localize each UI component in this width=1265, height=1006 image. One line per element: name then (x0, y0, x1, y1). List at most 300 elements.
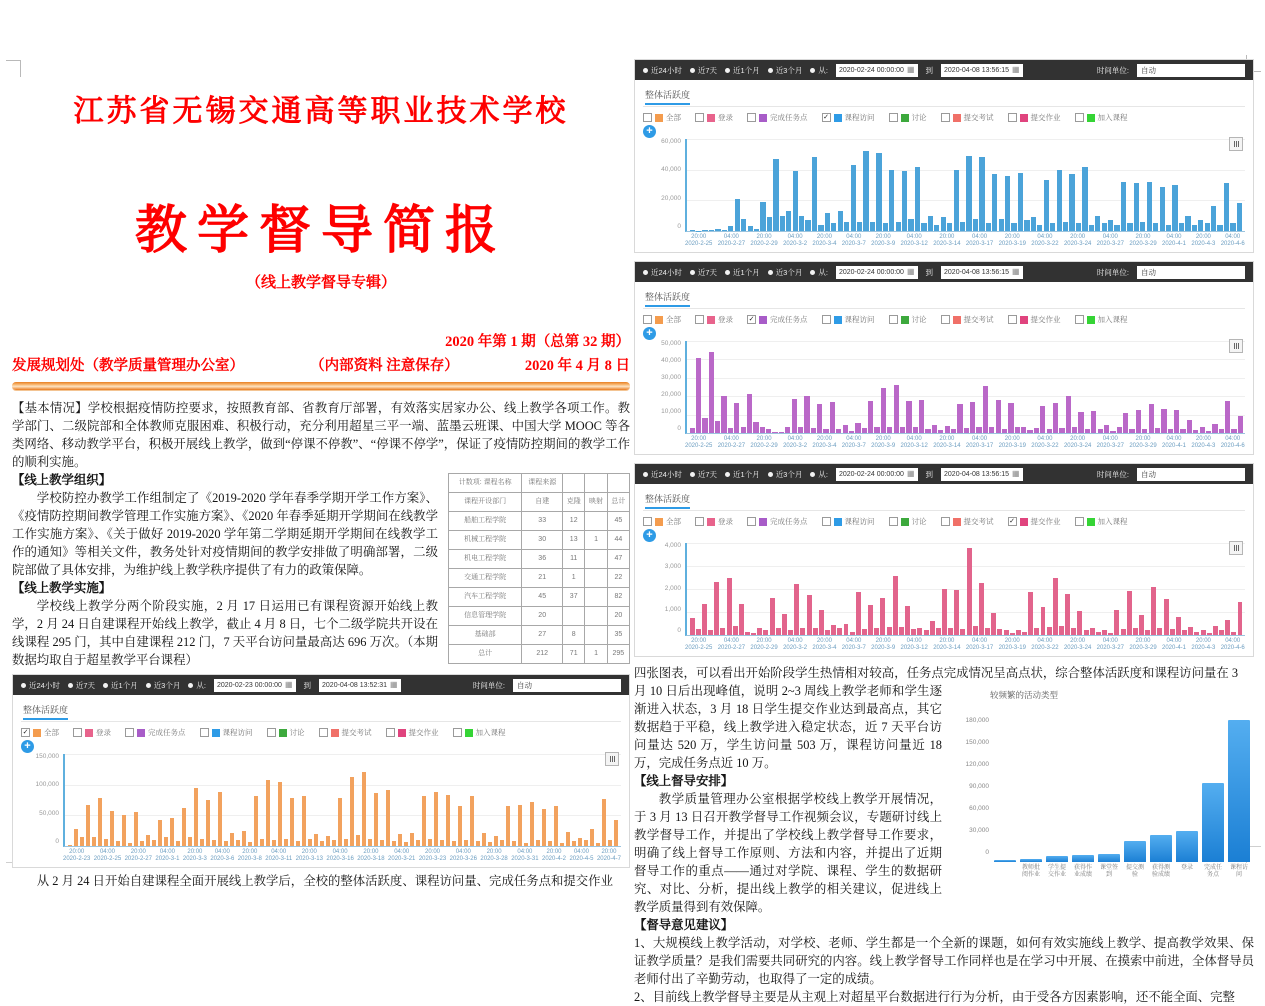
legend-item[interactable] (1008, 314, 1061, 325)
x-tick-time: 20:00 (238, 849, 262, 856)
bar (919, 400, 924, 433)
bar (735, 199, 740, 231)
range-radio-3[interactable] (768, 267, 803, 278)
bar (760, 427, 765, 433)
chart-menu-icon[interactable] (1229, 137, 1243, 151)
checkbox-icon[interactable] (747, 517, 756, 526)
x-tick-date: 2020-4-1 (1162, 443, 1186, 450)
x-tick-date: 2020-4-1 (1162, 645, 1186, 652)
y-tick-label: 120,000 (966, 756, 990, 774)
x-tick-label (63, 849, 90, 863)
checkbox-icon[interactable] (319, 728, 328, 737)
table-cell: 基础部 (449, 626, 522, 645)
bar (1161, 409, 1166, 433)
legend-label: 全部 (44, 727, 59, 738)
bar (905, 606, 910, 635)
bar-series (689, 543, 1243, 635)
bar (326, 836, 331, 846)
checkbox-icon[interactable] (889, 113, 898, 122)
checkbox-icon[interactable] (1075, 315, 1084, 324)
table-cell: 机电工程学院 (449, 550, 522, 569)
legend-item[interactable] (747, 112, 808, 123)
legend-item[interactable] (889, 112, 927, 123)
range-radio-0[interactable] (643, 267, 682, 278)
legend-item[interactable] (21, 727, 59, 738)
range-radio-1[interactable] (690, 267, 717, 278)
bar (960, 222, 965, 231)
tab-overall-activity[interactable]: 整体活跃度 (645, 292, 690, 307)
bar (782, 614, 787, 635)
checkbox-icon[interactable] (889, 315, 898, 324)
bar (1089, 225, 1094, 231)
x-tick-label (750, 436, 777, 450)
custom-range-radio[interactable] (188, 680, 206, 691)
bar (104, 839, 109, 846)
legend-item[interactable] (889, 314, 927, 325)
legend-item[interactable] (1075, 314, 1128, 325)
calendar-icon[interactable]: ▦ (907, 268, 915, 276)
from-date-input[interactable]: 2020-02-23 00:00:00 ▦ (214, 679, 296, 692)
legend-item[interactable] (747, 516, 808, 527)
range-radio-0[interactable] (21, 680, 60, 691)
tab-overall-activity[interactable]: 整体活跃度 (23, 705, 68, 720)
activity-chart-homework (634, 463, 1254, 657)
bar (757, 628, 762, 635)
x-tick-time: 04:00 (1031, 436, 1058, 443)
bar (1207, 633, 1212, 635)
x-tick-date: 2020-2-25 (685, 241, 712, 248)
time-unit-input[interactable]: 自动 (1137, 64, 1245, 77)
checkbox-icon[interactable]: ✓ (1008, 517, 1017, 526)
chart-body (13, 695, 629, 867)
calendar-icon[interactable]: ▦ (1012, 66, 1020, 74)
y-tick-label: 1,000 (665, 606, 681, 613)
table-cell (563, 607, 585, 626)
bar-series (67, 754, 619, 846)
legend-color-swatch (1020, 518, 1028, 526)
range-radio-2[interactable] (725, 65, 760, 76)
checkbox-icon[interactable] (1075, 113, 1084, 122)
checkbox-icon[interactable] (822, 517, 831, 526)
calendar-icon[interactable]: ▦ (907, 470, 915, 478)
x-tick-time: 20:00 (812, 234, 836, 241)
bar (945, 426, 950, 433)
chart-toolbar (635, 464, 1253, 484)
bar (876, 153, 881, 231)
legend-item[interactable] (695, 112, 733, 123)
x-tick-time: 20:00 (933, 436, 960, 443)
bar (751, 633, 756, 635)
issuing-department: 发展规划处（教学质量管理办公室） (12, 354, 244, 375)
bar (1110, 431, 1115, 433)
legend-label: 提交考试 (342, 727, 372, 738)
range-label: 近1个月 (733, 267, 760, 278)
checkbox-icon[interactable]: ✓ (747, 315, 756, 324)
checkbox-icon[interactable] (643, 517, 652, 526)
bar (116, 841, 121, 846)
legend-item[interactable] (643, 314, 681, 325)
zoom-in-icon[interactable]: + (21, 740, 34, 753)
bar (1136, 410, 1141, 433)
x-tick-time: 20:00 (1191, 436, 1215, 443)
bar (1053, 403, 1058, 433)
legend-item[interactable] (941, 314, 994, 325)
range-radio-2[interactable] (725, 469, 760, 480)
x-tick-date: 2020-3-19 (999, 645, 1026, 652)
course-source-table (448, 473, 630, 664)
bar (804, 396, 809, 433)
x-tick-time: 04:00 (1162, 638, 1186, 645)
bar (690, 428, 695, 433)
checkbox-icon[interactable]: ✓ (21, 728, 30, 737)
bar (1031, 217, 1036, 231)
legend-item[interactable] (822, 516, 875, 527)
range-radio-2[interactable] (103, 680, 138, 691)
x-tick-date: 2020-3-14 (933, 645, 960, 652)
checkbox-icon[interactable] (695, 315, 704, 324)
legend-item[interactable] (941, 112, 994, 123)
legend-color-swatch (1020, 316, 1028, 324)
checkbox-icon[interactable] (125, 728, 134, 737)
x-tick-label (1221, 436, 1245, 450)
checkbox-icon[interactable] (941, 517, 950, 526)
category-label: 登录 (1176, 865, 1198, 879)
x-tick-label (685, 436, 712, 450)
x-tick-label (933, 234, 960, 248)
x-tick-date: 2020-3-7 (842, 241, 866, 248)
table-cell: 课程来源 (522, 474, 563, 493)
bar (140, 841, 145, 846)
bar (1117, 427, 1122, 433)
bar (392, 841, 397, 846)
range-radio-1[interactable] (690, 469, 717, 480)
range-radio-2[interactable] (725, 267, 760, 278)
checkbox-icon[interactable] (267, 728, 276, 737)
bar (284, 839, 289, 846)
radio-icon (768, 68, 773, 73)
custom-range-radio[interactable] (810, 469, 828, 480)
x-tick-label (238, 849, 262, 863)
section-head-suggestions: 【督导意见建议】 (634, 916, 1254, 934)
to-date-input[interactable]: 2020-04-08 13:56:15 ▦ (941, 64, 1023, 77)
bar-series (689, 341, 1243, 433)
x-tick-date: 2020-3-26 (450, 856, 477, 863)
x-tick-label (718, 234, 745, 248)
chart-menu-icon[interactable] (605, 752, 619, 766)
range-radio-3[interactable] (768, 469, 803, 480)
x-tick-time: 20:00 (999, 638, 1026, 645)
chart-menu-icon[interactable] (1229, 339, 1243, 353)
y-axis-labels (643, 139, 685, 231)
issue-number: 2020 年第 1 期（总第 32 期） (12, 330, 630, 351)
to-date-input[interactable]: 2020-04-08 13:52:31 ▦ (319, 679, 401, 692)
table-cell: 11 (563, 550, 585, 569)
bar (230, 833, 235, 846)
bar (572, 841, 577, 846)
zoom-in-icon[interactable]: + (643, 529, 656, 542)
legend-item[interactable] (319, 727, 372, 738)
chart-menu-icon[interactable] (1229, 541, 1243, 555)
checkbox-icon[interactable] (1008, 315, 1017, 324)
legend-item[interactable] (695, 314, 733, 325)
bar (936, 628, 941, 635)
legend-item[interactable] (695, 516, 733, 527)
bar (921, 223, 926, 231)
tab-overall-activity[interactable]: 整体活跃度 (645, 494, 690, 509)
from-date-input[interactable]: 2020-02-24 00:00:00 ▦ (836, 266, 918, 279)
range-label: 近7天 (698, 267, 717, 278)
table-cell: 1 (585, 531, 607, 550)
bar (494, 836, 499, 846)
x-tick-date: 2020-3-21 (388, 856, 415, 863)
table-row (449, 550, 630, 569)
checkbox-icon[interactable] (695, 113, 704, 122)
bar (770, 598, 775, 635)
bar (708, 630, 713, 635)
bar (1151, 587, 1156, 635)
y-tick-label: 150,000 (966, 734, 990, 752)
checkbox-icon[interactable] (200, 728, 209, 737)
range-radio-0[interactable] (643, 469, 682, 480)
x-tick-date: 2020-3-23 (419, 856, 446, 863)
legend-item[interactable] (822, 112, 875, 123)
legend-color-swatch (759, 518, 767, 526)
table-cell: 克隆 (563, 493, 585, 512)
legend-item[interactable] (73, 727, 111, 738)
x-tick-time: 04:00 (94, 849, 121, 856)
bar (1180, 429, 1185, 433)
bar (896, 222, 901, 231)
bar (308, 839, 313, 846)
time-unit-input[interactable]: 自动 (1137, 266, 1245, 279)
legend-item[interactable] (267, 727, 305, 738)
range-radio-1[interactable] (690, 65, 717, 76)
legend-item[interactable] (941, 516, 994, 527)
bar (560, 843, 565, 846)
bar (1231, 429, 1236, 433)
legend-label: 讨论 (912, 516, 927, 527)
from-label: 从: (196, 680, 206, 691)
legend-item[interactable] (889, 516, 927, 527)
checkbox-icon[interactable]: ✓ (822, 113, 831, 122)
bar (1185, 216, 1190, 231)
legend-label: 提交考试 (964, 112, 994, 123)
table-cell: 总计 (449, 645, 522, 664)
zoom-in-icon[interactable]: + (643, 327, 656, 340)
legend-item[interactable] (1075, 516, 1128, 527)
x-tick-date: 2020-4-5 (569, 856, 593, 863)
legend-color-swatch (834, 114, 842, 122)
para-suggestion-2: 2、目前线上教学督导主要是从主观上对超星平台数据进行行为分析，由于受各方因素影响，还不能全面、完整 (634, 988, 1254, 1006)
bar (578, 838, 583, 846)
time-unit-input[interactable]: 自动 (1137, 468, 1245, 481)
table-cell: 信息管理学院 (449, 607, 522, 626)
legend-color-swatch (953, 316, 961, 324)
bar (1149, 404, 1154, 433)
calendar-icon[interactable]: ▦ (285, 681, 293, 689)
legend-item[interactable] (125, 727, 186, 738)
bar (843, 425, 848, 433)
legend-label: 全部 (666, 112, 681, 123)
x-tick-date: 2020-3-27 (1097, 645, 1124, 652)
plot-row (643, 139, 1245, 232)
legend-label: 加入课程 (1098, 112, 1128, 123)
bar (776, 628, 781, 635)
zoom-in-icon[interactable]: + (643, 125, 656, 138)
bar (991, 613, 996, 635)
checkbox-icon[interactable] (643, 113, 652, 122)
bar (894, 385, 899, 433)
legend-item[interactable] (1008, 112, 1061, 123)
bar (857, 222, 862, 231)
bar (1168, 429, 1173, 433)
range-radio-1[interactable] (68, 680, 95, 691)
bar (212, 840, 217, 846)
bar (728, 226, 733, 231)
from-date-input[interactable]: 2020-02-24 00:00:00 ▦ (836, 468, 918, 481)
legend-item[interactable] (386, 727, 439, 738)
checkbox-icon[interactable] (889, 517, 898, 526)
bar (887, 427, 892, 433)
x-tick-time: 20:00 (1064, 234, 1091, 241)
activity-chart-task-points (634, 261, 1254, 455)
calendar-icon[interactable]: ▦ (1012, 470, 1020, 478)
legend-label: 登录 (718, 112, 733, 123)
checkbox-icon[interactable] (941, 113, 950, 122)
legend-item[interactable] (643, 516, 681, 527)
x-tick-label (901, 638, 928, 652)
checkbox-icon[interactable] (73, 728, 82, 737)
x-tick-label (210, 849, 234, 863)
legend-item[interactable] (1075, 112, 1128, 123)
legend-item[interactable] (453, 727, 506, 738)
x-tick-label (1064, 436, 1091, 450)
bar (428, 839, 433, 846)
bar (1034, 628, 1039, 635)
y-tick-label: 40,000 (661, 357, 681, 364)
bar (715, 229, 720, 231)
bar (807, 595, 812, 635)
from-date-input[interactable]: 2020-02-24 00:00:00 ▦ (836, 64, 918, 77)
legend-color-swatch (212, 729, 220, 737)
legend-item[interactable] (200, 727, 253, 738)
x-tick-time: 20:00 (1129, 234, 1156, 241)
bar (1084, 630, 1089, 635)
table-cell (585, 588, 607, 607)
custom-range-radio[interactable] (810, 65, 828, 76)
x-tick-label (296, 849, 323, 863)
x-tick-label (685, 234, 712, 248)
bar (386, 790, 391, 846)
range-radio-0[interactable] (643, 65, 682, 76)
checkbox-icon[interactable] (386, 728, 395, 737)
y-tick-label: 10,000 (661, 408, 681, 415)
legend-color-swatch (655, 114, 663, 122)
table-cell: 212 (522, 645, 563, 664)
tab-overall-activity[interactable]: 整体活跃度 (645, 90, 690, 105)
calendar-icon[interactable]: ▦ (1012, 268, 1020, 276)
checkbox-icon[interactable] (643, 315, 652, 324)
bar (1228, 720, 1250, 863)
checkbox-icon[interactable] (1008, 113, 1017, 122)
x-tick-label (933, 638, 960, 652)
checkbox-icon[interactable] (822, 315, 831, 324)
x-tick-date: 2020-3-2 (783, 645, 807, 652)
legend-label: 课程访问 (845, 516, 875, 527)
radio-icon (690, 68, 695, 73)
from-label: 从: (818, 65, 828, 76)
legend-item[interactable] (643, 112, 681, 123)
checkbox-icon[interactable] (941, 315, 950, 324)
bar (1104, 425, 1109, 433)
bar (1213, 626, 1218, 635)
bar (999, 219, 1004, 231)
bar (356, 835, 361, 846)
range-label: 近3个月 (776, 65, 803, 76)
to-date-input[interactable]: 2020-04-08 13:56:15 ▦ (941, 266, 1023, 279)
checkbox-icon[interactable] (747, 113, 756, 122)
legend-color-swatch (707, 316, 715, 324)
to-date-input[interactable]: 2020-04-08 13:56:15 ▦ (941, 468, 1023, 481)
custom-range-radio[interactable] (810, 267, 828, 278)
section-head-supervision: 【线上督导安排】 (634, 772, 1254, 790)
checkbox-icon[interactable] (695, 517, 704, 526)
bar (1065, 594, 1070, 635)
bar (1095, 216, 1100, 231)
calendar-icon[interactable]: ▦ (390, 681, 398, 689)
bar (741, 219, 746, 231)
checkbox-icon[interactable] (453, 728, 462, 737)
chart-toolbar (13, 675, 629, 695)
range-radio-3[interactable] (146, 680, 181, 691)
legend-item[interactable] (822, 314, 875, 325)
section-head-organization: 【线上教学组织】 (12, 471, 630, 489)
time-unit-input[interactable]: 自动 (513, 679, 621, 692)
checkbox-icon[interactable] (1075, 517, 1084, 526)
bar (741, 427, 746, 433)
range-label: 近24小时 (651, 65, 682, 76)
x-tick-time: 04:00 (783, 234, 807, 241)
legend-item[interactable] (1008, 516, 1061, 527)
bar (1187, 420, 1192, 433)
table-cell: 27 (522, 626, 563, 645)
bar (1047, 627, 1052, 635)
x-tick-time: 04:00 (1031, 638, 1058, 645)
x-tick-date: 2020-3-27 (1097, 443, 1124, 450)
bar (1129, 429, 1134, 433)
bar (1193, 430, 1198, 433)
bar (900, 427, 905, 433)
plot-area (685, 341, 1245, 434)
y-axis-labels (954, 712, 994, 862)
bar (1176, 831, 1198, 862)
legend-label: 完成任务点 (148, 727, 186, 738)
range-label: 近1个月 (733, 65, 760, 76)
radio-icon (690, 270, 695, 275)
bar (1166, 225, 1171, 231)
bar (957, 404, 962, 433)
legend-label: 讨论 (290, 727, 305, 738)
calendar-icon[interactable]: ▦ (907, 66, 915, 74)
legend-label: 讨论 (912, 314, 927, 325)
x-tick-label (999, 436, 1026, 450)
legend-label: 加入课程 (1098, 314, 1128, 325)
legend-item[interactable] (747, 314, 808, 325)
x-tick-label (871, 638, 895, 652)
range-radio-3[interactable] (768, 65, 803, 76)
x-tick-time: 20:00 (812, 436, 836, 443)
bar (1008, 403, 1013, 433)
